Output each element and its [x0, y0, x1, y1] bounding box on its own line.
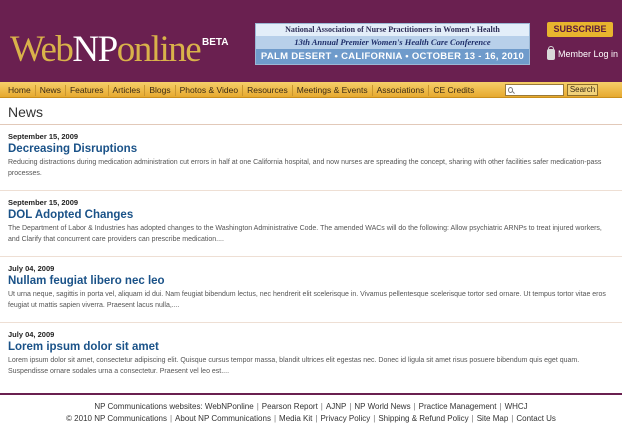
footer-sites — [0, 401, 622, 412]
news-title-link[interactable]: Decreasing Disruptions — [8, 143, 138, 155]
site-logo[interactable] — [10, 30, 200, 70]
nav-ce-credits[interactable]: CE Credits — [433, 84, 475, 95]
banner-event: 13th Annual Premier Women's Health Care Conference — [256, 36, 529, 49]
footer-separator: | — [499, 402, 502, 411]
nav-home[interactable]: Home — [4, 85, 36, 96]
footer-link-shipping-refund[interactable]: Shipping & Refund Policy — [378, 414, 469, 423]
footer-separator: | — [169, 414, 173, 423]
footer-link-site-map[interactable]: Site Map — [476, 414, 509, 423]
footer-divider — [0, 393, 622, 395]
news-divider — [0, 322, 622, 323]
footer-separator: | — [273, 414, 277, 423]
news-date: September 15, 2009 — [8, 198, 79, 207]
news-summary: Lorem ipsum dolor sit amet, consectetur adipiscing elit. Quisque cursus tempor massa, blandit ultrices elit egestas nec. Donec id ligula sit amet risus posuere bibendum quis eget quam. Suspendisse ornare sodales urna a consectetur. Praesent vel leo est.... — [8, 357, 580, 375]
footer-sites-label: NP Communications websites: — [94, 402, 203, 411]
footer-link-media-kit[interactable]: Media Kit — [279, 414, 313, 423]
footer-link-np-world-news[interactable]: NP World News — [354, 402, 411, 411]
news-date: September 15, 2009 — [8, 132, 79, 141]
footer-separator: | — [256, 402, 259, 411]
news-title-link[interactable]: Nullam feugiat libero nec leo — [8, 275, 165, 287]
footer-separator: | — [413, 402, 416, 411]
news-title-link[interactable]: Lorem ipsum dolor sit amet — [8, 341, 159, 353]
news-title-link[interactable]: DOL Adopted Changes — [8, 209, 134, 221]
nav-associations[interactable]: Associations — [373, 85, 430, 96]
banner-location: PALM DESERT • CALIFORNIA • OCTOBER 13 - 16, 2010 — [256, 49, 529, 64]
nav-resources[interactable]: Resources — [243, 85, 293, 96]
logo-online: online — [116, 29, 201, 70]
news-date: July 04, 2009 — [8, 330, 55, 339]
footer-separator: | — [349, 402, 352, 411]
nav-meetings-events[interactable]: Meetings & Events — [293, 85, 373, 96]
news-date: July 04, 2009 — [8, 264, 55, 273]
footer-link-privacy-policy[interactable]: Privacy Policy — [320, 414, 371, 423]
news-item — [8, 198, 614, 245]
title-divider — [0, 124, 622, 125]
news-divider — [0, 256, 622, 257]
beta-badge: BETA — [202, 37, 229, 48]
footer-link-contact-us[interactable]: Contact Us — [516, 414, 556, 423]
search-box — [505, 84, 564, 96]
news-summary: Reducing distractions during medication administration cut errors in half at one California hospital, and now nurses are spreading the concept, sharing with other facilities safer medication-pass processes. — [8, 159, 602, 177]
footer-link-about[interactable]: About NP Communications — [175, 414, 271, 423]
page-title: News — [8, 104, 44, 120]
nav-news[interactable]: News — [36, 85, 66, 96]
lock-icon — [547, 49, 555, 60]
search-button[interactable]: Search — [567, 84, 598, 96]
news-item — [8, 264, 614, 311]
logo-np: NP — [72, 29, 117, 70]
subscribe-button[interactable]: SUBSCRIBE — [547, 22, 613, 37]
member-login-label: Member Log in — [558, 49, 619, 59]
news-item — [8, 330, 614, 377]
search-icon — [508, 87, 513, 93]
banner-org: National Association of Nurse Practitioners in Women's Health — [256, 24, 529, 36]
footer-link-ajnp[interactable]: AJNP — [325, 402, 347, 411]
main-nav-bar — [0, 82, 622, 98]
footer-link-practice-management[interactable]: Practice Management — [418, 402, 497, 411]
footer-link-webnponline[interactable]: WebNPonline — [204, 402, 254, 411]
nav-photos-video[interactable]: Photos & Video — [176, 85, 243, 96]
site-header — [0, 0, 622, 82]
footer-separator: | — [511, 414, 514, 423]
news-summary: The Department of Labor & Industries has adopted changes to the Washington Administrative Code. The amended WACs will do the following: Allow psychiatric ARNPs to treat injured workers, and Clarify that concurrent care providers can prescribe medication.... — [8, 225, 602, 243]
nav-features[interactable]: Features — [66, 85, 109, 96]
footer-separator: | — [471, 414, 474, 423]
footer-links — [0, 413, 622, 424]
search-input[interactable] — [515, 85, 563, 95]
nav-blogs[interactable]: Blogs — [145, 85, 175, 96]
footer-copyright: © 2010 NP Communications — [66, 414, 167, 423]
footer-separator: | — [373, 414, 376, 423]
logo-web: Web — [10, 29, 73, 70]
news-divider — [0, 190, 622, 191]
news-summary: Ut urna neque, sagittis in porta vel, aliquam id dui. Nam feugiat bibendum lectus, nec hendrerit elit scelerisque in. Vivamus pellentesque scelerisque tortor sed ornare. Ut tempus tortor vitae eros feugiat ut mattis sapien viverra. Praesent lacus nulla,.... — [8, 291, 606, 309]
conference-banner-ad[interactable] — [255, 23, 530, 65]
footer-separator: | — [320, 402, 323, 411]
main-nav — [4, 82, 478, 98]
news-item — [8, 132, 614, 179]
member-login-link[interactable] — [547, 47, 618, 61]
footer-link-whcj[interactable]: WHCJ — [504, 402, 528, 411]
footer-separator: | — [315, 414, 318, 423]
footer-link-pearson-report[interactable]: Pearson Report — [261, 402, 318, 411]
nav-articles[interactable]: Articles — [109, 85, 146, 96]
